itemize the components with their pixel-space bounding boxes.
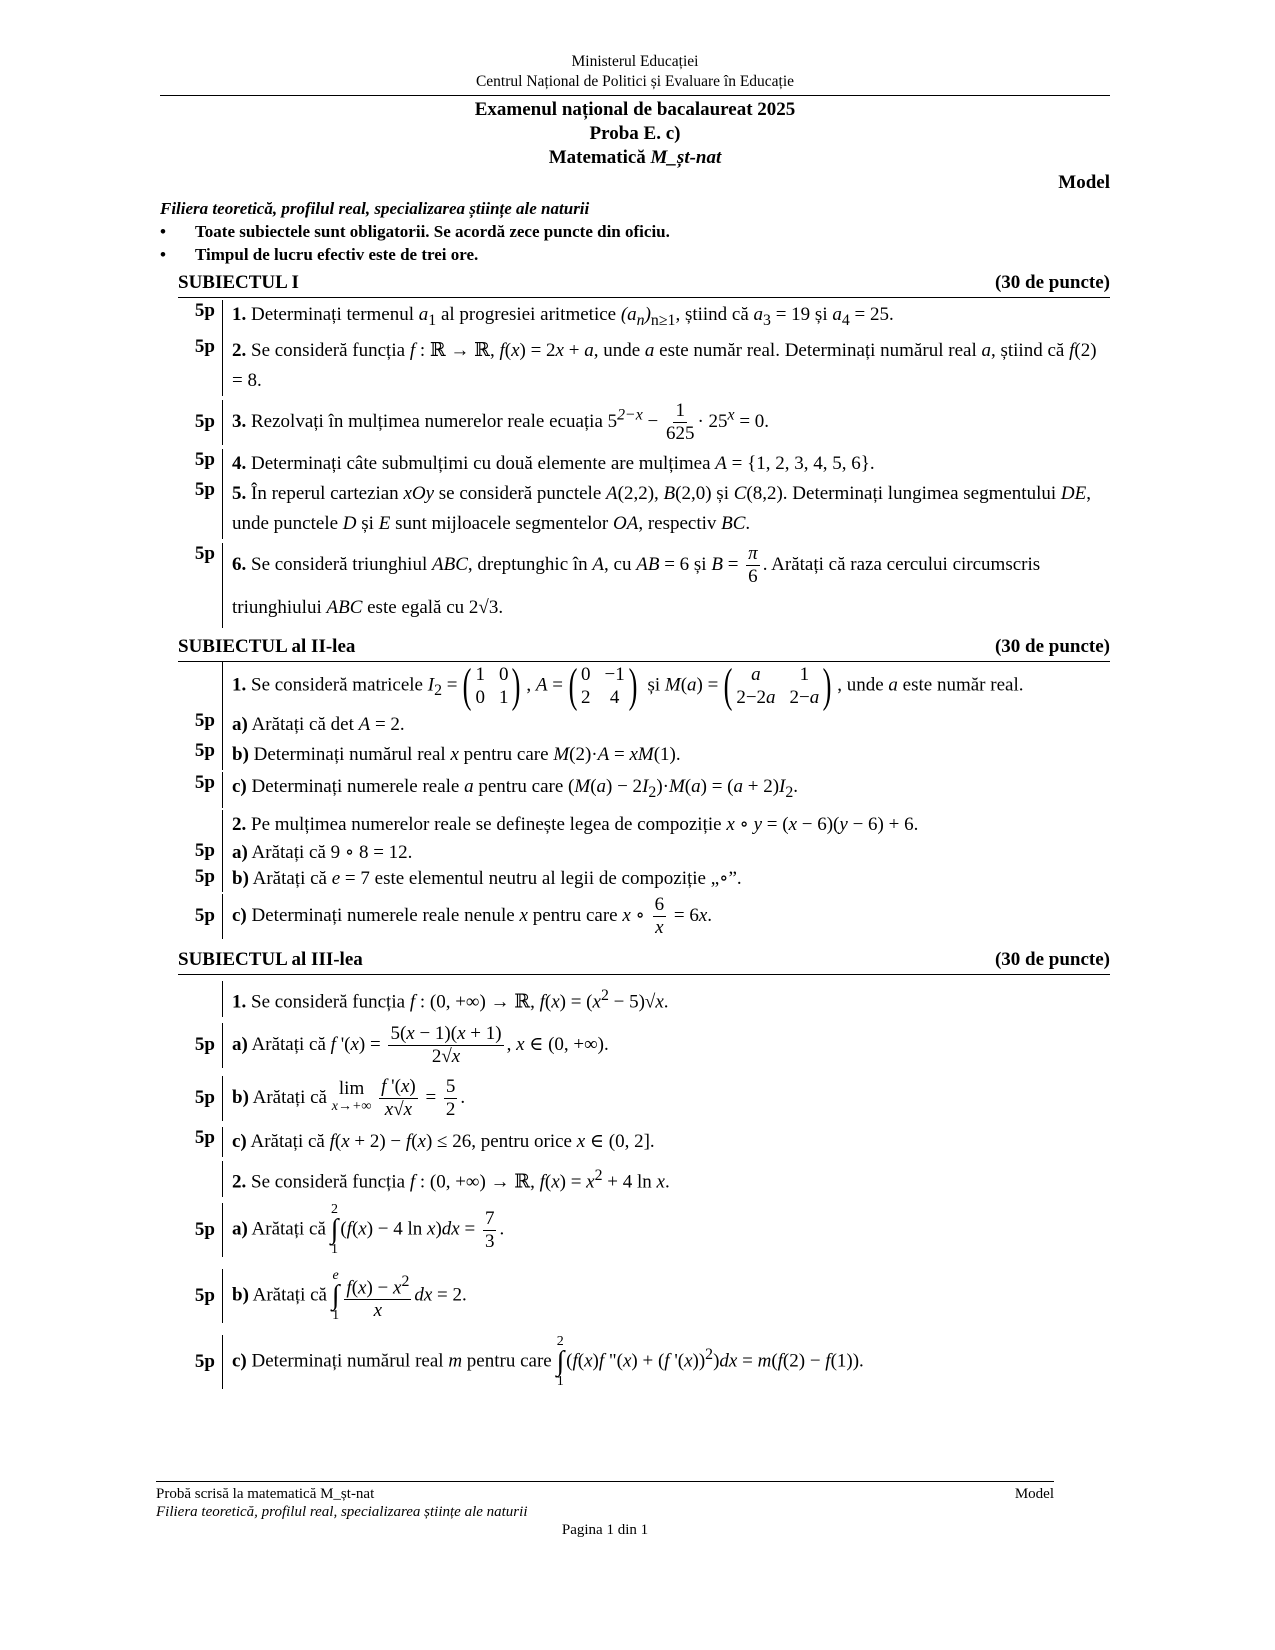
s3-item-1c: 5p c) Arătați că f(x + 2) − f(x) ≤ 26, pentru orice x ∈ (0, 2]. (178, 1123, 1110, 1157)
subject-3-points: (30 de puncte) (994, 948, 1110, 970)
subject-3-title: SUBIECTUL al III-lea (178, 948, 363, 970)
subject-3-header (178, 945, 1110, 974)
s1-item-1: 5p 1. Determinați termenul $a_1$ al progresiei aritmetice $(a_n)_{n\ge 1}$, știind că $a_3 = 19$ și $a_4 = 25$. (178, 298, 1110, 336)
s2-item-2a: 5p a) Arătați că 9 ∘ 8 = 12. (178, 840, 1110, 866)
points-label: 5p (194, 478, 215, 500)
points-empty (178, 981, 222, 1017)
footer-model: Model (1014, 1486, 1054, 1502)
points-empty (178, 1161, 222, 1197)
s3-item-1a: 5p a) Arătați că f '(x) = $\frac{5(x - 1)(x + 1)}{2√x}$ , x ∈ (0, +∞). (178, 1017, 1110, 1074)
subject-2-box (178, 658, 1110, 943)
subject-1-header (178, 268, 1110, 297)
points-label: 5p (194, 411, 215, 433)
s3-item-2a: 5p a) Arătați că 2 ∫ 1 (f(x) − 4 ln x)dx = $\frac{7}{3}$ . (178, 1197, 1110, 1263)
s1-item-4: 5p 4. Determinați câte submulțimi cu două elemente are mulțimea A = {1, 2, 3, 4, 5, 6}. (178, 449, 1110, 479)
points-label: 5p (194, 839, 215, 861)
ministry: Ministerul Educației (571, 53, 699, 70)
subject-1-title: SUBIECTUL I (178, 272, 299, 293)
subject-3-box (178, 974, 1110, 1398)
subject-2-title: SUBIECTUL al II-lea (178, 635, 356, 657)
points-label: 5p (194, 300, 215, 321)
s1-item-6: 5p 6. Se consideră triunghiul ABC, dreptunghic în A, cu AB = 6 și B = $\frac{\pi}{6}$ . Arătați că raza cercului circumscris triunghiului ABC este egală cu 2√3. (178, 539, 1110, 628)
exam-subject (160, 146, 1110, 170)
s3-item-1: 1. Se consideră funcția f : (0, +∞) → ℝ, $f(x) = (x^2 - 5)√x$. (178, 975, 1110, 1017)
s1-item-2: 5p 2. Se consideră funcția f : ℝ → ℝ, f(x) = 2x + a, unde a este număr real. Determinați numărul real a, știind că f(2) = 8. (178, 336, 1110, 396)
footer-left-1: Probă scrisă la matematică M_șt-nat (156, 1486, 375, 1502)
s2-item-1: 1. Se consideră matricele $I_2$ = ( 1 0 0 1 ) , A = ( 0 −1 2 4 ) și M(a) = ( a 1 2−2a 2−a ) , unde a este număr real. (178, 662, 1110, 710)
points-label: 5p (194, 448, 215, 470)
points-label: 5p (194, 335, 215, 357)
subject-2-points: (30 de puncte) (994, 635, 1110, 657)
s3-item-1b: 5p b) Arătați că lim x→+∞ $\frac{f '(x)}{x√x}$ = $\frac{5}{2}$ . (178, 1074, 1110, 1123)
points-label: 5p (194, 905, 215, 927)
points-label: 5p (194, 709, 215, 731)
s2-item-1b: 5p b) Determinați numărul real x pentru care M(2)·A = xM(1). (178, 740, 1110, 770)
points-label: 5p (194, 1126, 215, 1148)
subject-2-header (178, 632, 1110, 661)
points-label: 5p (194, 1219, 215, 1241)
subject-italic: M_șt-nat (650, 147, 722, 168)
exam-page (160, 52, 1110, 1397)
points-empty (178, 810, 222, 840)
points-label: 5p (194, 542, 215, 564)
exam-proba: Proba E. c) (589, 123, 681, 144)
bullet-2-text: Timpul de lucru efectiv este de trei ore. (195, 245, 479, 264)
bullet-1-text: Toate subiectele sunt obligatorii. Se acordă zece puncte din oficiu. (195, 222, 670, 241)
header-rule (160, 95, 1110, 96)
points-label: 5p (194, 1351, 215, 1373)
s2-item-1c: 5p c) Determinați numerele reale a pentru care $(M(a) - 2I_2)\cdot M(a) = (a + 2)I_2$. (178, 770, 1110, 810)
points-label: 5p (194, 1285, 215, 1307)
center-name: Centrul Național de Politici și Evaluare în Educație (475, 73, 795, 90)
subject-1-box (178, 297, 1110, 628)
s1-item-5: 5p 5. În reperul cartezian xOy se consideră punctele A(2,2), B(2,0) și C(8,2). Determinați lungimea segmentului DE, unde punctele D și E sunt mijloacele segmentelor OA, respectiv BC. (178, 479, 1110, 539)
bullet-1: • Toate subiectele sunt obligatorii. Se acordă zece puncte din oficiu. (160, 222, 670, 241)
model-label: Model (1058, 172, 1110, 193)
page-footer (156, 1481, 1054, 1539)
bullet-2: • Timpul de lucru efectiv este de trei ore. (160, 245, 479, 264)
s1-item-3: 5p 3. Rezolvați în mulțimea numerelor reale ecuația $5^{2-x}$ − $\frac{1}{625}$ · $25^x = 0$. (178, 396, 1110, 449)
subject-prefix: Matematică (548, 147, 651, 168)
s2-item-1a: 5p a) Arătați că det A = 2. (178, 710, 1110, 740)
s2-item-2b: 5p b) Arătați că e = 7 este elementul neutru al legii de compoziție „∘”. (178, 866, 1110, 892)
footer-left-2: Filiera teoretică, profilul real, specializarea științe ale naturii (156, 1504, 528, 1520)
subject-1-points: (30 de puncte) (994, 272, 1110, 293)
s2-item-2c: 5p c) Determinați numerele reale nenule x pentru care x ∘ $\frac{6}{x}$ = 6x. (178, 892, 1110, 943)
points-label: 5p (194, 865, 215, 887)
s3-item-2c: 5p c) Determinați numărul real m pentru care 2 ∫ 1 (f(x)f "(x) + (f '(x))$^2$)dx = m(f(2) − f(1)). (178, 1329, 1110, 1397)
s3-item-2b: 5p b) Arătați că e ∫ 1 $\frac{f(x) - x^2}{x}$ dx = 2. (178, 1263, 1110, 1329)
s2-item-2: 2. Pe mulțimea numerelor reale se definește legea de compoziție x ∘ y = (x − 6)(y − 6) + 6. (178, 810, 1110, 840)
points-empty (178, 662, 222, 710)
footer-page-number: Pagina 1 din 1 (561, 1522, 649, 1538)
points-label: 5p (194, 1034, 215, 1056)
points-label: 5p (194, 739, 215, 761)
exam-title: Examenul național de bacalaureat 2025 (474, 99, 796, 120)
points-label: 5p (194, 771, 215, 793)
filiera: Filiera teoretică, profilul real, specializarea științe ale naturii (160, 199, 590, 218)
s3-item-2: 2. Se consideră funcția f : (0, +∞) → ℝ, $f(x) = x^2 + 4$ ln x. (178, 1157, 1110, 1197)
points-label: 5p (194, 1087, 215, 1109)
